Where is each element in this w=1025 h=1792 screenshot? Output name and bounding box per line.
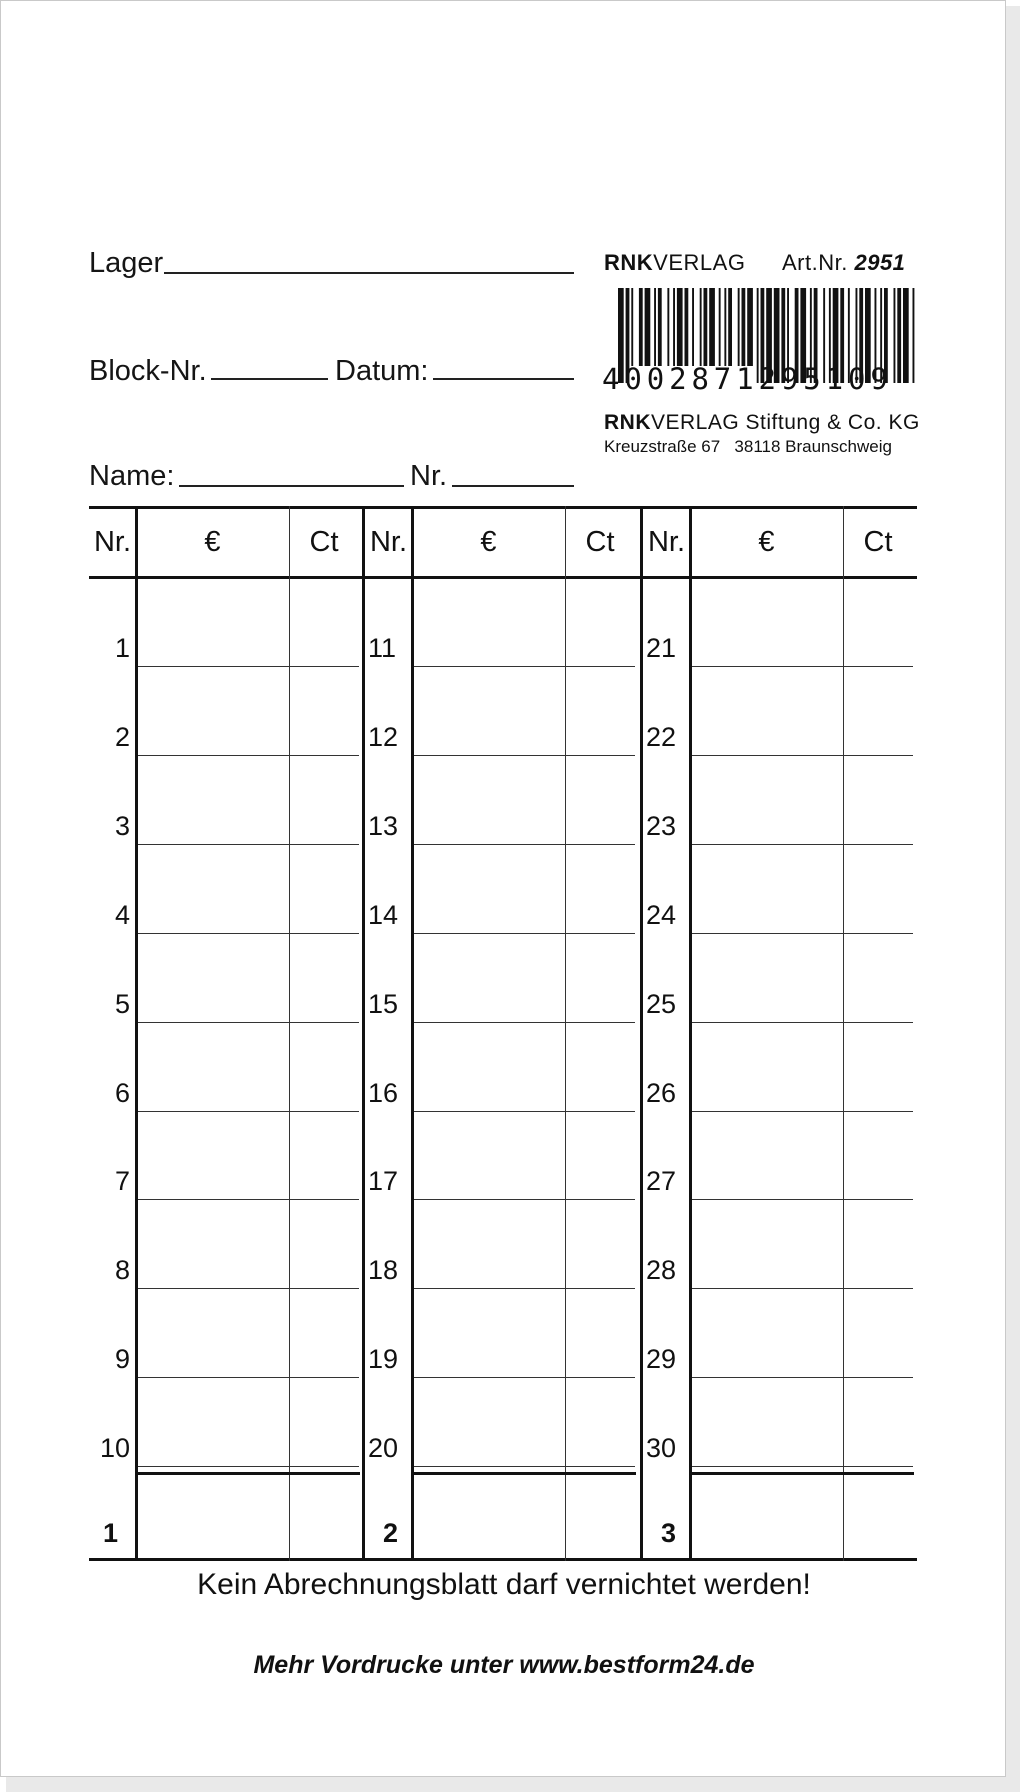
ct-entry-line[interactable] [844,1466,913,1467]
company-address: Kreuzstraße 67 38118 Braunschweig [604,437,892,456]
block-nr-field[interactable] [211,378,328,380]
header-euro: € [758,526,775,558]
ct-entry-line[interactable] [566,844,635,845]
datum-label: Datum: [335,355,429,387]
header-ct: Ct [863,526,893,558]
barcode-bar [631,288,633,366]
euro-entry-line[interactable] [692,1377,843,1378]
barcode-bar [747,288,753,366]
nr-divider [135,506,138,1561]
euro-entry-line[interactable] [414,933,565,934]
barcode-bar [654,288,656,366]
block-nr-label: Block-Nr. [89,355,207,387]
row-number: 30 [646,1433,677,1464]
header-nr: Nr. [647,526,686,558]
nr-label: Nr. [410,460,448,492]
column-divider [362,506,365,1561]
ct-entry-line[interactable] [290,1288,359,1289]
row-number: 6 [114,1077,130,1108]
euro-entry-line[interactable] [692,844,843,845]
pad-edge-bottom [6,1777,1020,1792]
header-ct: Ct [585,526,615,558]
row-number: 4 [114,899,130,930]
publisher-logo: RNKVERLAG [604,250,746,275]
barcode-bar [645,288,651,366]
barcode-bar [894,288,896,383]
ct-entry-line[interactable] [566,1111,635,1112]
row-number: 11 [368,633,397,663]
ct-entry-line[interactable] [290,1377,359,1378]
euro-entry-line[interactable] [414,1111,565,1112]
ct-entry-line[interactable] [290,1111,359,1112]
row-number: 24 [646,899,677,930]
euro-entry-line[interactable] [138,755,289,756]
nr-divider [689,506,692,1561]
euro-entry-line[interactable] [692,1022,843,1023]
euro-entry-line[interactable] [138,1288,289,1289]
barcode-bar [639,288,643,366]
ct-entry-line[interactable] [844,844,913,845]
row-number: 23 [646,810,677,841]
table-top-rule [89,506,917,509]
euro-entry-line[interactable] [692,1288,843,1289]
row-number: 10 [99,1433,130,1464]
euro-entry-line[interactable] [414,755,565,756]
euro-entry-line[interactable] [692,1466,843,1467]
euro-entry-line[interactable] [692,755,843,756]
ct-entry-line[interactable] [566,1199,635,1200]
barcode-bar [903,288,909,383]
ct-entry-line[interactable] [290,1466,359,1467]
ct-entry-line[interactable] [290,1199,359,1200]
footer-website: Mehr Vordrucke unter www.bestform24.de [253,1651,755,1679]
pad-edge-right [1006,6,1020,1792]
row-number: 26 [646,1077,677,1108]
ct-entry-line[interactable] [844,1022,913,1023]
euro-entry-line[interactable] [414,1288,565,1289]
row-number: 13 [368,810,399,841]
nr-divider [411,506,414,1561]
barcode-bar [742,288,746,366]
euro-entry-line[interactable] [692,666,843,667]
euro-ct-divider [843,506,844,1561]
barcode-digits: 4002871295109 [602,362,893,396]
row-number: 18 [368,1255,399,1286]
euro-entry-line[interactable] [414,844,565,845]
company-name: RNKVERLAG Stiftung & Co. KG [604,411,920,434]
ct-entry-line[interactable] [290,844,359,845]
row-number: 27 [646,1166,677,1197]
row-number: 1 [114,633,130,663]
euro-entry-line[interactable] [138,1466,289,1467]
header-euro: € [204,526,221,558]
barcode-bar [719,288,721,366]
euro-entry-line[interactable] [138,1111,289,1112]
row-number: 29 [646,1344,677,1375]
ct-entry-line[interactable] [844,1288,913,1289]
ct-entry-line[interactable] [566,933,635,934]
barcode-bar [700,288,702,366]
name-label: Name: [89,460,175,492]
row-number: 14 [368,899,399,930]
row-number: 8 [114,1255,130,1286]
row-number: 17 [368,1166,399,1197]
barcode-bar [709,288,715,366]
row-number: 5 [114,988,130,1019]
ct-entry-line[interactable] [566,1377,635,1378]
euro-entry-line[interactable] [138,1199,289,1200]
row-number: 25 [646,988,677,1019]
row-number: 12 [368,721,399,752]
euro-entry-line[interactable] [138,844,289,845]
euro-entry-line[interactable] [414,666,565,667]
row-number: 7 [114,1166,130,1197]
barcode-bar [724,288,726,366]
row-number: 16 [368,1077,399,1108]
barcode-bar [728,288,732,366]
section-total-label: 3 [661,1518,677,1548]
ct-entry-line[interactable] [566,755,635,756]
barcode-bar [685,288,689,366]
euro-entry-line[interactable] [138,1022,289,1023]
ct-entry-line[interactable] [844,1199,913,1200]
ct-entry-line[interactable] [566,666,635,667]
footer-note: Kein Abrechnungsblatt darf vernichtet werden! [197,1568,811,1601]
header-euro: € [480,526,497,558]
row-number: 15 [368,988,399,1019]
header-ct: Ct [309,526,339,558]
ct-entry-line[interactable] [290,1022,359,1023]
ct-entry-line[interactable] [290,755,359,756]
ct-entry-line[interactable] [844,1111,913,1112]
ct-entry-line[interactable] [566,1288,635,1289]
ct-entry-line[interactable] [844,666,913,667]
name-field[interactable] [179,485,404,487]
table-bottom-rule [89,1558,917,1561]
nr-field[interactable] [452,485,574,487]
row-number: 28 [646,1255,677,1286]
entry-table [89,506,917,1561]
barcode-bar [913,288,915,383]
row-number: 22 [646,721,677,752]
euro-entry-line[interactable] [692,1111,843,1112]
row-number: 3 [114,810,130,841]
ct-entry-line[interactable] [290,666,359,667]
ct-entry-line[interactable] [844,755,913,756]
ct-entry-line[interactable] [844,1377,913,1378]
euro-entry-line[interactable] [138,1377,289,1378]
euro-entry-line[interactable] [692,1199,843,1200]
euro-entry-line[interactable] [414,1199,565,1200]
euro-ct-divider [565,506,566,1561]
sum-rule [692,1472,914,1475]
euro-entry-line[interactable] [138,666,289,667]
euro-entry-line[interactable] [692,933,843,934]
ct-entry-line[interactable] [566,1466,635,1467]
euro-entry-line[interactable] [414,1377,565,1378]
barcode-bar [658,288,662,366]
row-number: 21 [646,633,677,663]
euro-entry-line[interactable] [138,933,289,934]
header-nr: Nr. [369,526,408,558]
barcode-bar [738,288,740,366]
ct-entry-line[interactable] [844,933,913,934]
euro-entry-line[interactable] [414,1022,565,1023]
barcode-bar [673,288,675,366]
header-nr: Nr. [93,526,132,558]
row-number: 9 [114,1344,130,1375]
ct-entry-line[interactable] [566,1022,635,1023]
barcode-bar [677,288,683,366]
barcode-bar [897,288,901,383]
row-number: 2 [114,721,130,752]
barcode-bar [667,288,669,366]
section-total-label: 1 [103,1518,119,1548]
sum-rule [138,1472,360,1475]
article-number: Art.Nr. 2951 [782,250,906,275]
lager-label: Lager [89,247,164,279]
euro-ct-divider [289,506,290,1561]
datum-field[interactable] [433,378,574,380]
sum-rule [414,1472,636,1475]
ct-entry-line[interactable] [290,933,359,934]
section-total-label: 2 [383,1518,399,1548]
barcode-bar [692,288,694,366]
table-header-rule [89,576,917,579]
lager-field[interactable] [164,272,574,274]
row-number: 20 [368,1433,399,1464]
barcode-bar [704,288,708,366]
row-number: 19 [368,1344,399,1375]
column-divider [640,506,643,1561]
euro-entry-line[interactable] [414,1466,565,1467]
